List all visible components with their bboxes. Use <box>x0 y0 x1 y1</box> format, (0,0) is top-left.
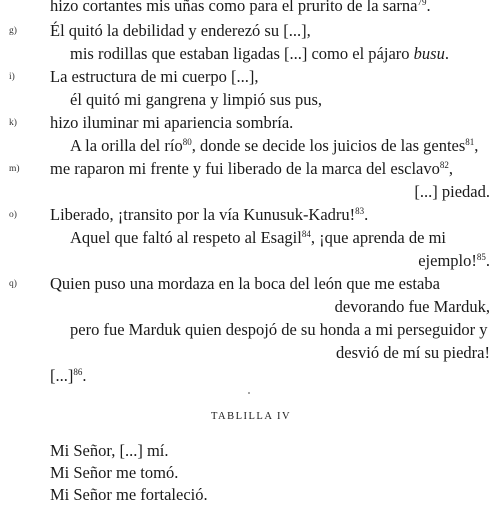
line-marker: o) <box>9 210 17 220</box>
verse-line: Mi Señor, [...] mí. <box>50 441 169 460</box>
verse-line: Mi Señor me tomó. <box>50 463 179 482</box>
verse-line: pero fue Marduk quien despojó de su honda a mi perseguidor y <box>70 320 488 339</box>
verse-line: La estructura de mi cuerpo [...], <box>50 67 259 86</box>
footnote-ref: 81 <box>465 137 475 147</box>
footnote-ref: 86 <box>73 367 83 377</box>
line-marker: q) <box>9 279 17 289</box>
line-marker: i) <box>9 72 15 82</box>
footnote-ref: 79 <box>417 0 427 7</box>
stray-mark <box>248 392 250 394</box>
verse-line-continuation: ejemplo!$^{85}$. <box>418 251 490 270</box>
footnote-ref: 84 <box>301 229 311 239</box>
verse-line: hizo iluminar mi apariencia sombría. <box>50 113 294 132</box>
verse-line: me raparon mi frente y fui liberado de la marca del esclavo$^{82}$, <box>50 159 453 178</box>
footnote-ref: 83 <box>355 206 365 216</box>
line-marker: k) <box>9 118 17 128</box>
line-marker: m) <box>9 164 20 174</box>
verse-line: Quien puso una mordaza en la boca del león que me estaba <box>50 274 440 293</box>
verse-line: Él quitó la debilidad y enderezó su [...], <box>50 21 311 40</box>
section-heading: TABLILLA IV <box>210 411 292 422</box>
line-marker: g) <box>9 26 17 36</box>
verse-line-continuation: devorando fue Marduk, <box>334 297 490 316</box>
verse-line: Mi Señor me fortaleció. <box>50 485 208 504</box>
verse-line: Aquel que faltó al respeto al Esagil$^{84}$, ¡que aprenda de mi <box>70 228 446 247</box>
verse-line: A la orilla del río$^{80}$, donde se decide los juicios de las gentes$^{81}$, <box>70 136 479 155</box>
footnote-ref: 85 <box>476 252 486 262</box>
verse-line: él quitó mi gangrena y limpió sus pus, <box>70 90 323 109</box>
verse-line: mis rodillas que estaban ligadas [...] como el pájaro busu. <box>70 44 449 63</box>
footnote-ref: 82 <box>439 160 449 170</box>
verse-line-continuation: desvió de mí su piedra! <box>336 343 490 362</box>
verse-line: [...]$^{86}$. <box>50 366 87 385</box>
footnote-ref: 80 <box>182 137 192 147</box>
verse-line: Liberado, ¡transito por la vía Kunusuk-Kadru!$^{83}$. <box>50 205 369 224</box>
verse-line: hizo cortantes mis uñas como para el prurito de la sarna$^{79}$. <box>50 0 431 17</box>
italic-term: busu <box>413 44 445 63</box>
verse-line-continuation: [...] piedad. <box>414 182 490 201</box>
